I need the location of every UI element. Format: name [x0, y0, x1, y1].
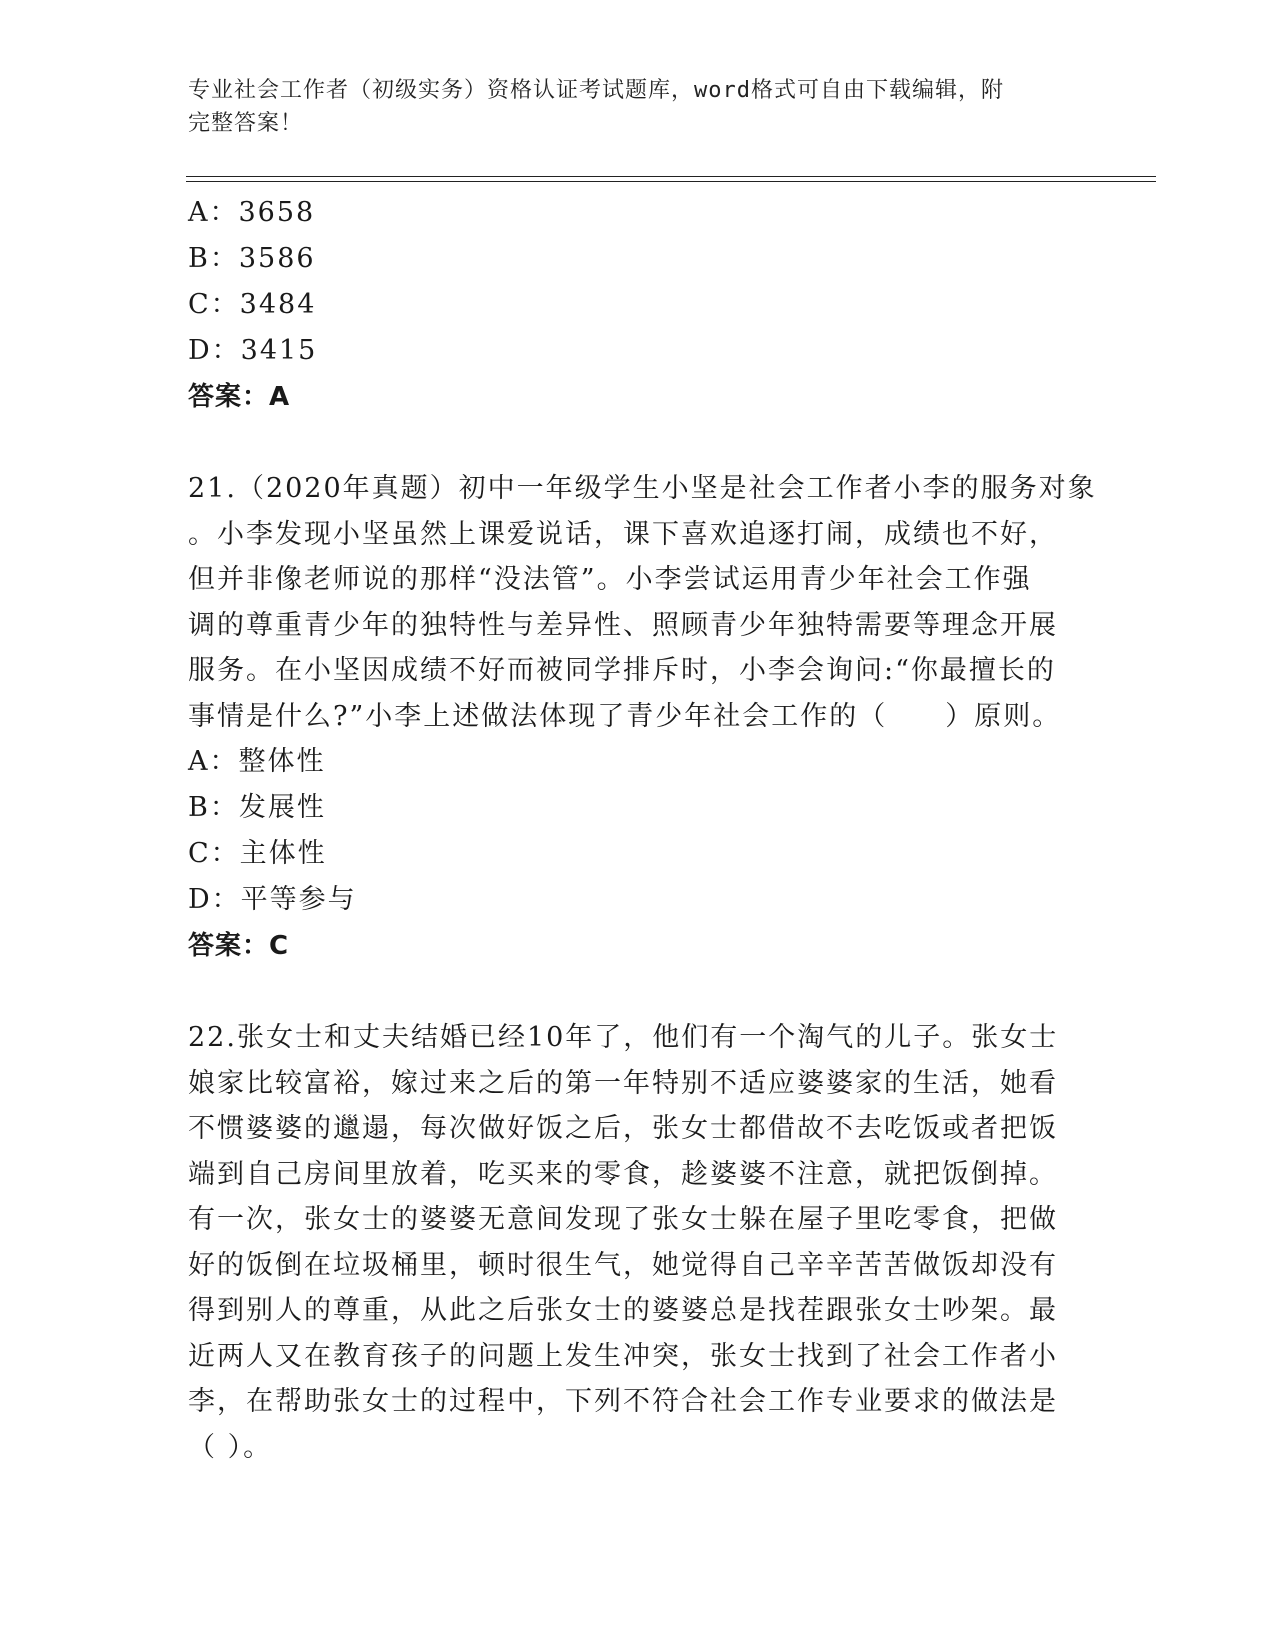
question-text-line: 不惯婆婆的邋遢，每次做好饭之后，张女士都借故不去吃饭或者把饭 — [188, 1113, 1058, 1144]
question-20-options — [188, 190, 1088, 420]
question-22 — [188, 1015, 1088, 1470]
option-a: A：整体性 — [188, 746, 326, 777]
answer-line: 答案：C — [188, 931, 290, 961]
option-c: C：3484 — [188, 289, 317, 320]
header-line-2: 完整答案！ — [188, 111, 304, 136]
question-text-line: 21.（2020年真题）初中一年级学生小坚是社会工作者小李的服务对象 — [188, 473, 1097, 504]
question-text-line: 娘家比较富裕，嫁过来之后的第一年特别不适应婆婆家的生活，她看 — [188, 1067, 1058, 1099]
question-21 — [188, 466, 1097, 969]
document-header — [188, 74, 1068, 140]
question-text-line: 有一次，张女士的婆婆无意间发现了张女士躲在屋子里吃零食，把做 — [188, 1204, 1058, 1235]
option-d: D：3415 — [188, 335, 318, 366]
option-c: C：主体性 — [188, 838, 327, 869]
header-line-1: 专业社会工作者（初级实务）资格认证考试题库，word格式可自由下载编辑，附 — [188, 78, 1004, 103]
question-text-line: 但并非像老师说的那样“没法管”。小李尝试运用青少年社会工作强 — [188, 564, 1032, 595]
question-text-line: 得到别人的尊重，从此之后张女士的婆婆总是找茬跟张女士吵架。最 — [188, 1295, 1058, 1326]
spacer — [188, 420, 1088, 466]
option-b: B：发展性 — [188, 792, 326, 823]
option-a: A：3658 — [188, 197, 316, 228]
header-rule-top — [186, 176, 1156, 177]
option-b: B：3586 — [188, 243, 316, 274]
spacer — [188, 969, 1088, 1015]
question-text-line: 服务。在小坚因成绩不好而被同学排斥时，小李会询问:“你最擅长的 — [188, 655, 1056, 686]
answer-line: 答案：A — [188, 382, 291, 412]
question-text-line: 好的饭倒在垃圾桶里，顿时很生气，她觉得自己辛辛苦苦做饭却没有 — [188, 1249, 1058, 1281]
question-text-line: （ ）。 — [188, 1431, 273, 1463]
question-text-line: 李，在帮助张女士的过程中，下列不符合社会工作专业要求的做法是 — [188, 1386, 1058, 1417]
question-text-line: 事情是什么?”小李上述做法体现了青少年社会工作的（ ）原则。 — [188, 700, 1062, 732]
question-text-line: 端到自己房间里放着，吃买来的零食，趁婆婆不注意，就把饭倒掉。 — [188, 1158, 1058, 1190]
document-body — [188, 190, 1097, 1470]
question-text-line: 。小李发现小坚虽然上课爱说话，课下喜欢追逐打闹，成绩也不好， — [188, 518, 1058, 550]
option-d: D：平等参与 — [188, 884, 357, 915]
header-rule-bottom — [186, 181, 1156, 182]
question-text-line: 调的尊重青少年的独特性与差异性、照顾青少年独特需要等理念开展 — [188, 609, 1058, 641]
question-text-line: 22.张女士和丈夫结婚已经10年了，他们有一个淘气的儿子。张女士 — [188, 1022, 1059, 1053]
question-text-line: 近两人又在教育孩子的问题上发生冲突，张女士找到了社会工作者小 — [188, 1340, 1058, 1372]
